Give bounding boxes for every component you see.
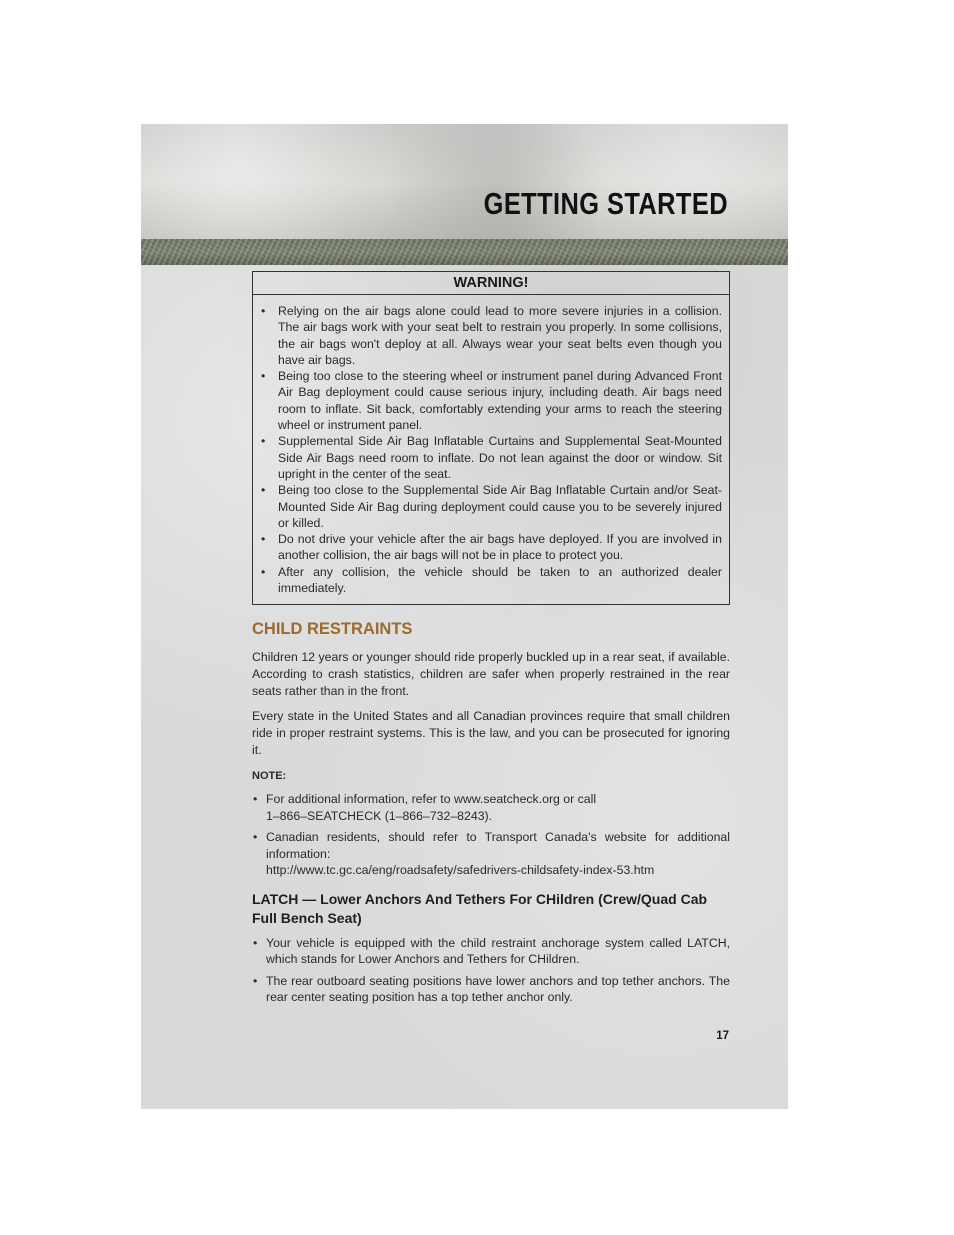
- bullet-icon: •: [261, 434, 266, 449]
- child-restraints-heading: CHILD RESTRAINTS: [252, 620, 413, 639]
- bullet-icon: •: [261, 483, 266, 498]
- bullet-icon: •: [253, 792, 258, 807]
- note-item-text: For additional information, refer to www.seatcheck.org or call: [266, 792, 597, 807]
- bullet-icon: •: [261, 564, 266, 579]
- warning-item: [259, 303, 722, 368]
- latch-heading: LATCH — Lower Anchors And Tethers For CHildren (Crew/Quad Cab Full Bench Seat): [252, 890, 708, 927]
- warning-item-text: Being too close to the Supplemental Side Air Bag Inflatable Curtain and/or Seat-Mounted Side Air Bag during deployment could cause you to be severely injured or killed.: [278, 483, 722, 530]
- warning-box: [252, 271, 730, 605]
- child-restraints-paragraph: Every state in the United States and all Canadian provinces require that small children ride in proper restraint systems. This is the law, and you can be prosecuted for ignoring it.: [252, 709, 730, 758]
- seatcheck-phone: 1–866–SEATCHECK (1–866–732–8243).: [266, 808, 493, 823]
- section-header-banner: [141, 124, 788, 239]
- bullet-icon: •: [253, 973, 258, 988]
- latch-item-text: The rear outboard seating positions have lower anchors and top tether anchors. The rear center seating position has a top tether anchor only.: [266, 973, 730, 1005]
- note-label: NOTE:: [252, 770, 287, 783]
- warning-item: [259, 433, 722, 482]
- latch-item: [252, 935, 730, 968]
- note-item-text: Canadian residents, should refer to Transport Canada's website for additional information:: [266, 830, 730, 861]
- warning-item-text: Relying on the air bags alone could lead to more severe injuries in a collision. The air bags work with your seat belt to restrain you properly. In some collisions, the air bags won't deploy at all. Always wear your seat belts even though you have air bags.: [278, 304, 722, 367]
- manual-page: [141, 124, 788, 1109]
- page-number: 17: [716, 1030, 729, 1042]
- latch-item-text: Your vehicle is equipped with the child restraint anchorage system called LATCH, which stands for Lower Anchors and Tethers for CHildren.: [266, 935, 730, 967]
- child-restraints-paragraph: Children 12 years or younger should ride properly buckled up in a rear seat, if available. According to crash statistics, children are safer when properly restrained in the rear seats rather than in the front.: [252, 650, 730, 699]
- warning-item: [259, 564, 722, 597]
- warning-item-text: After any collision, the vehicle should be taken to an authorized dealer immediately.: [278, 564, 722, 596]
- bullet-icon: •: [261, 532, 266, 547]
- bullet-icon: •: [253, 935, 258, 950]
- bullet-icon: •: [253, 830, 258, 845]
- note-item: [252, 829, 730, 879]
- warning-item: [259, 482, 722, 531]
- bullet-icon: •: [261, 304, 266, 318]
- latch-item: [252, 973, 730, 1006]
- warning-item-text: Being too close to the steering wheel or instrument panel during Advanced Front Air Bag deployment could cause serious injury, including death. Air bags need room to inflate. Sit back, comfortably extending your arms to reach the steering wheel or instrument panel.: [278, 369, 722, 433]
- bullet-icon: •: [261, 369, 266, 384]
- warning-item-text: Do not drive your vehicle after the air bags have deployed. If you are involved in another collision, the air bags will not be in place to protect you.: [278, 532, 722, 563]
- warning-list: [253, 295, 729, 604]
- header-stripe: [141, 239, 788, 265]
- page-content: [252, 271, 730, 1006]
- transport-canada-link[interactable]: http://www.tc.gc.ca/eng/roadsafety/safedrivers-childsafety-index-53.htm: [266, 863, 655, 878]
- section-title: GETTING STARTED: [483, 186, 728, 221]
- warning-item-text: Supplemental Side Air Bag Inflatable Curtains and Supplemental Seat-Mounted Side Air Bags need room to inflate. Do not lean against the door or window. Sit upright in the center of the seat.: [278, 434, 722, 481]
- warning-title: WARNING!: [253, 272, 729, 295]
- note-list: [252, 791, 730, 879]
- note-item: [252, 791, 730, 824]
- warning-item: [259, 531, 722, 564]
- warning-item: [259, 368, 722, 433]
- latch-list: [252, 935, 730, 1006]
